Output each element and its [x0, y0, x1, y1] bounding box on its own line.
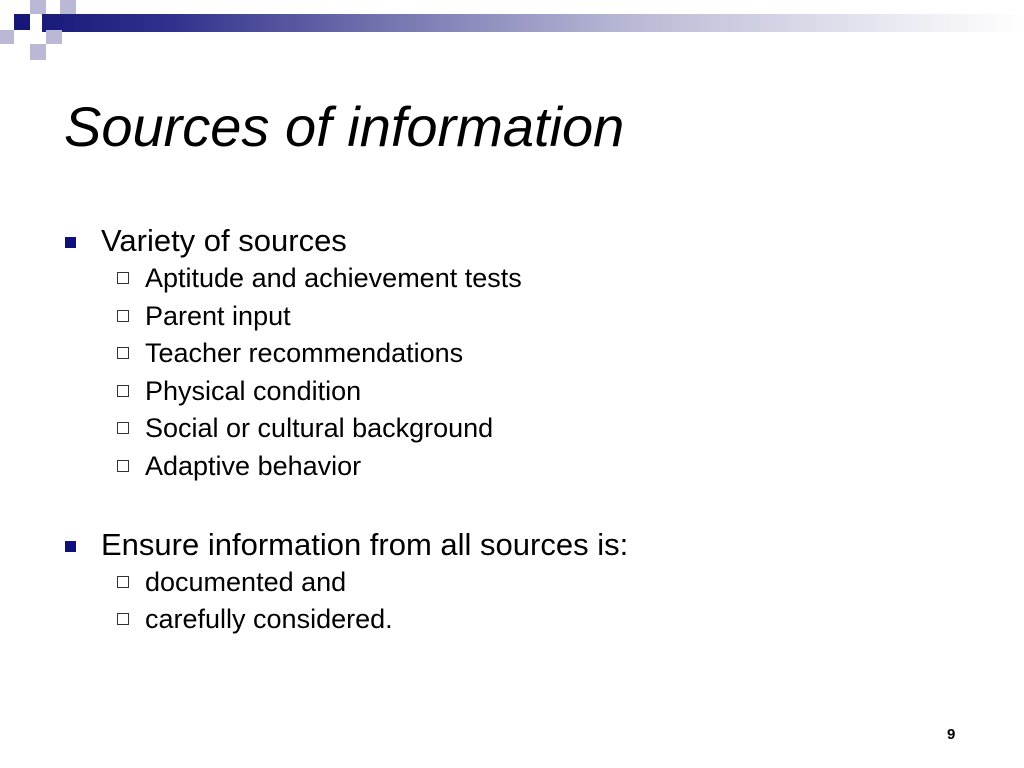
decor-square: [30, 0, 46, 14]
hollow-square-bullet-icon: [117, 310, 129, 322]
slide-body: [64, 222, 964, 639]
bullet-level1: [64, 222, 964, 260]
spacer: [64, 486, 964, 526]
bullet-level2: [64, 298, 964, 336]
decor-square: [46, 30, 62, 44]
bullet-text: Teacher recommendations: [145, 338, 464, 369]
bullet-level2: [64, 601, 964, 639]
bullet-level1: [64, 526, 964, 564]
bullet-text: carefully considered.: [145, 604, 393, 635]
hollow-square-bullet-icon: [117, 422, 129, 434]
bullet-level2: [64, 410, 964, 448]
bullet-level2: [64, 335, 964, 373]
bullet-level2: [64, 373, 964, 411]
decor-square: [30, 44, 46, 60]
bullet-text: Aptitude and achievement tests: [145, 263, 522, 293]
bullet-text: Adaptive behavior: [145, 450, 362, 481]
hollow-square-bullet-icon: [117, 272, 129, 284]
hollow-square-bullet-icon: [117, 576, 129, 588]
bullet-level2: [64, 260, 964, 298]
bullet-text: Variety of sources: [101, 223, 347, 258]
bullet-text: Ensure information from all sources is:: [101, 526, 629, 562]
page-number: 9: [947, 726, 956, 743]
decor-square: [60, 0, 76, 14]
hollow-square-bullet-icon: [117, 613, 129, 625]
bullet-level2: [64, 564, 964, 602]
hollow-square-bullet-icon: [117, 385, 129, 397]
hollow-square-bullet-icon: [117, 460, 129, 472]
square-bullet-icon: [65, 541, 76, 552]
bullet-text: Social or cultural background: [145, 413, 494, 444]
header-gradient-bar: [42, 14, 1024, 32]
bullet-text: Physical condition: [145, 375, 362, 406]
bullet-text: documented and: [145, 566, 347, 597]
hollow-square-bullet-icon: [117, 347, 129, 359]
bullet-text: Parent input: [145, 300, 291, 331]
bullet-level2: [64, 448, 964, 486]
decor-square: [14, 14, 30, 30]
decor-square: [0, 30, 14, 44]
square-bullet-icon: [65, 237, 76, 248]
slide-title: Sources of information: [64, 95, 625, 158]
